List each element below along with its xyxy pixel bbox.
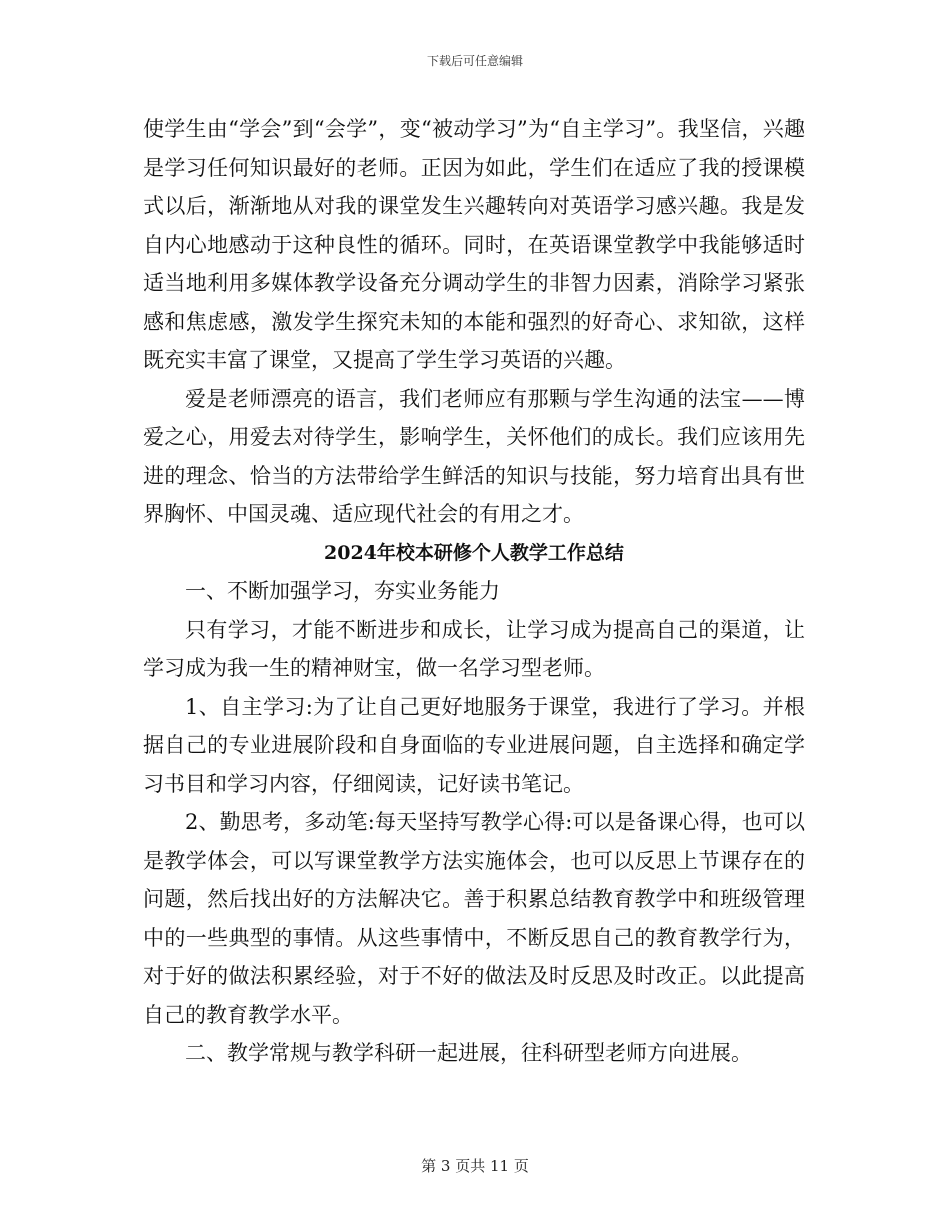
paragraph-love: 爱是老师漂亮的语言，我们老师应有那颗与学生沟通的法宝——博爱之心，用爱去对待学生，影响学生，关怀他们的成长。我们应该用先进的理念、恰当的方法带给学生鲜活的知识与技能，努力培育出具有世界胸怀、中国灵魂、适应现代社会的有用之才。 — [143, 386, 805, 526]
paragraph-study: 只有学习，才能不断进步和成长，让学习成为提高自己的渠道，让学习成为我一生的精神财宝，做一名学习型老师。 — [143, 617, 805, 680]
heading-study: 一、不断加强学习，夯实业务能力 — [185, 579, 500, 603]
page-header: 下载后可任意编辑 — [426, 54, 523, 68]
heading-research: 二、教学常规与教学科研一起进展，往科研型老师方向进展。 — [185, 1041, 752, 1065]
document-body — [143, 110, 805, 1073]
paragraph-self-study: 1、自主学习:为了让自己更好地服务于课堂，我进行了学习。并根据自己的专业进展阶段和自身面临的专业进展问题，自主选择和确定学习书目和学习内容，仔细阅读，记好读书笔记。 — [143, 694, 805, 796]
page-footer: 第 3 页共 11 页 — [421, 1157, 529, 1175]
section-title: 2024年校本研修个人教学工作总结 — [324, 541, 624, 564]
paragraph-continuation: 使学生由“学会”到“会学”，变“被动学习”为“自主学习”。我坚信，兴趣是学习任何知识最好的老师。正因为如此，学生们在适应了我的授课模式以后，渐渐地从对我的课堂发生兴趣转向对英语学习感兴趣。我是发自内心地感动于这种良性的循环。同时，在英语课堂教学中我能够适时适当地利用多媒体教学设备充分调动学生的非智力因素，消除学习紧张感和焦虑感，激发学生探究未知的本能和强烈的好奇心、求知欲，这样既充实丰富了课堂，又提高了学生学习英语的兴趣。 — [143, 117, 805, 372]
paragraph-think-write: 2、勤思考，多动笔:每天坚持写教学心得:可以是备课心得，也可以是教学体会，可以写课堂教学方法实施体会，也可以反思上节课存在的问题，然后找出好的方法解决它。善于积累总结教育教学中和班级管理中的一些典型的事情。从这些事情中，不断反思自己的教育教学行为，对于好的做法积累经验，对于不好的做法及时反思及时改正。以此提高自己的教育教学水平。 — [143, 810, 805, 1027]
